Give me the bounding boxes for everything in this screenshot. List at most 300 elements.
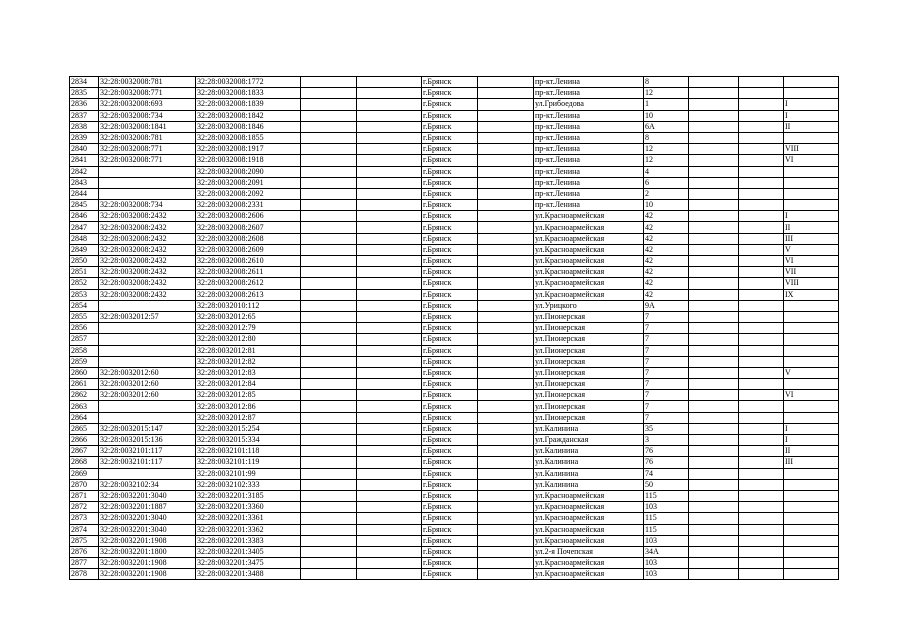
cell-c7 [478, 367, 534, 378]
cell-cad-parent: 32:28:0032008:2432 [99, 222, 196, 233]
registry-table [69, 76, 839, 580]
table-row [70, 267, 839, 278]
cell-cad-number: 32:28:0032008:1772 [196, 77, 301, 88]
cell-city: г.Брянск [422, 356, 478, 367]
cell-c7 [478, 323, 534, 334]
cell-c7 [478, 558, 534, 569]
cell-house: 6 [644, 177, 689, 188]
cell-room [784, 300, 839, 311]
cell-cad-number: 32:28:0032012:85 [196, 390, 301, 401]
cell-room: III [784, 457, 839, 468]
cell-cad-parent: 32:28:0032012:60 [99, 379, 196, 390]
cell-room: III [784, 233, 839, 244]
cell-no: 2834 [70, 77, 99, 88]
cell-cad-parent: 32:28:0032102:34 [99, 479, 196, 490]
cell-room: II [784, 121, 839, 132]
cell-c11 [739, 334, 784, 345]
cell-c10 [689, 289, 739, 300]
cell-c10 [689, 121, 739, 132]
cell-c11 [739, 356, 784, 367]
cell-c10 [689, 300, 739, 311]
cell-cad-number: 32:28:0032101:99 [196, 468, 301, 479]
cell-c5 [357, 166, 422, 177]
cell-c4 [301, 558, 357, 569]
cell-street: ул.Красноармейская [534, 490, 644, 501]
cell-c10 [689, 88, 739, 99]
cell-cad-number: 32:28:0032008:1855 [196, 132, 301, 143]
cell-c5 [357, 211, 422, 222]
cell-city: г.Брянск [422, 144, 478, 155]
cell-house: 7 [644, 345, 689, 356]
cell-city: г.Брянск [422, 278, 478, 289]
cell-c5 [357, 457, 422, 468]
cell-house: 7 [644, 356, 689, 367]
cell-c4 [301, 490, 357, 501]
cell-cad-parent: 32:28:0032008:734 [99, 200, 196, 211]
cell-street: ул.Пионерская [534, 367, 644, 378]
cell-room: I [784, 423, 839, 434]
cell-no: 2868 [70, 457, 99, 468]
cell-c4 [301, 256, 357, 267]
cell-cad-parent: 32:28:0032201:1908 [99, 558, 196, 569]
cell-cad-number: 32:28:0032008:2613 [196, 289, 301, 300]
cell-c4 [301, 356, 357, 367]
cell-cad-number: 32:28:0032015:254 [196, 423, 301, 434]
cell-c4 [301, 311, 357, 322]
cell-no: 2837 [70, 110, 99, 121]
cell-house: 7 [644, 401, 689, 412]
cell-house: 34А [644, 546, 689, 557]
cell-no: 2839 [70, 132, 99, 143]
cell-c10 [689, 390, 739, 401]
cell-city: г.Брянск [422, 334, 478, 345]
cell-no: 2869 [70, 468, 99, 479]
cell-no: 2874 [70, 524, 99, 535]
cell-c10 [689, 256, 739, 267]
cell-no: 2859 [70, 356, 99, 367]
cell-cad-parent [99, 188, 196, 199]
cell-cad-number: 32:28:0032201:3475 [196, 558, 301, 569]
cell-cad-number: 32:28:0032008:1839 [196, 99, 301, 110]
cell-c7 [478, 211, 534, 222]
cell-room [784, 558, 839, 569]
cell-c11 [739, 457, 784, 468]
cell-street: ул.Красноармейская [534, 233, 644, 244]
cell-cad-parent: 32:28:0032008:2432 [99, 256, 196, 267]
cell-no: 2838 [70, 121, 99, 132]
cell-c5 [357, 99, 422, 110]
cell-c10 [689, 200, 739, 211]
cell-c4 [301, 334, 357, 345]
cell-c11 [739, 412, 784, 423]
cell-c4 [301, 379, 357, 390]
cell-house: 42 [644, 233, 689, 244]
cell-cad-parent: 32:28:0032015:147 [99, 423, 196, 434]
cell-cad-parent [99, 334, 196, 345]
cell-city: г.Брянск [422, 502, 478, 513]
cell-c4 [301, 390, 357, 401]
cell-room: I [784, 110, 839, 121]
cell-city: г.Брянск [422, 88, 478, 99]
cell-street: ул.Красноармейская [534, 524, 644, 535]
cell-c11 [739, 546, 784, 557]
cell-room [784, 188, 839, 199]
cell-no: 2844 [70, 188, 99, 199]
cell-house: 12 [644, 88, 689, 99]
cell-house: 103 [644, 535, 689, 546]
cell-street: ул.Калинина [534, 457, 644, 468]
cell-c5 [357, 222, 422, 233]
cell-c11 [739, 77, 784, 88]
table-row [70, 121, 839, 132]
cell-city: г.Брянск [422, 468, 478, 479]
cell-house: 74 [644, 468, 689, 479]
cell-c7 [478, 166, 534, 177]
cell-cad-number: 32:28:0032012:80 [196, 334, 301, 345]
cell-c5 [357, 356, 422, 367]
cell-room [784, 546, 839, 557]
cell-c4 [301, 132, 357, 143]
cell-c10 [689, 446, 739, 457]
cell-c10 [689, 558, 739, 569]
table-row [70, 77, 839, 88]
cell-city: г.Брянск [422, 513, 478, 524]
cell-cad-parent: 32:28:0032008:2432 [99, 233, 196, 244]
cell-c11 [739, 401, 784, 412]
cell-c4 [301, 267, 357, 278]
cell-cad-parent: 32:28:0032012:57 [99, 311, 196, 322]
cell-cad-parent: 32:28:0032008:2432 [99, 244, 196, 255]
cell-cad-parent: 32:28:0032015:136 [99, 435, 196, 446]
cell-city: г.Брянск [422, 256, 478, 267]
cell-cad-parent [99, 356, 196, 367]
cell-cad-parent: 32:28:0032201:1908 [99, 535, 196, 546]
cell-cad-parent [99, 401, 196, 412]
cell-cad-number: 32:28:0032008:2609 [196, 244, 301, 255]
cell-house: 76 [644, 446, 689, 457]
cell-no: 2851 [70, 267, 99, 278]
table-row [70, 132, 839, 143]
cell-city: г.Брянск [422, 211, 478, 222]
cell-no: 2842 [70, 166, 99, 177]
table-row [70, 367, 839, 378]
cell-cad-number: 32:28:0032008:2608 [196, 233, 301, 244]
cell-c5 [357, 200, 422, 211]
cell-room [784, 524, 839, 535]
table-row [70, 99, 839, 110]
cell-house: 42 [644, 267, 689, 278]
cell-no: 2836 [70, 99, 99, 110]
cell-room [784, 468, 839, 479]
cell-c4 [301, 144, 357, 155]
cell-street: ул.Калинина [534, 423, 644, 434]
cell-c10 [689, 479, 739, 490]
cell-c7 [478, 188, 534, 199]
cell-street: пр-кт.Ленина [534, 121, 644, 132]
cell-c7 [478, 289, 534, 300]
cell-c11 [739, 88, 784, 99]
cell-cad-parent: 32:28:0032008:781 [99, 77, 196, 88]
cell-city: г.Брянск [422, 569, 478, 580]
cell-street: ул.Красноармейская [534, 535, 644, 546]
cell-c10 [689, 535, 739, 546]
cell-c7 [478, 423, 534, 434]
cell-c10 [689, 233, 739, 244]
cell-c11 [739, 524, 784, 535]
cell-c4 [301, 177, 357, 188]
table-row [70, 200, 839, 211]
cell-c10 [689, 110, 739, 121]
cell-house: 6А [644, 121, 689, 132]
cell-city: г.Брянск [422, 267, 478, 278]
cell-city: г.Брянск [422, 412, 478, 423]
cell-cad-parent: 32:28:0032201:3040 [99, 513, 196, 524]
cell-house: 7 [644, 323, 689, 334]
cell-cad-number: 32:28:0032015:334 [196, 435, 301, 446]
cell-c11 [739, 144, 784, 155]
cell-room [784, 323, 839, 334]
cell-cad-parent: 32:28:0032201:1908 [99, 569, 196, 580]
cell-c11 [739, 435, 784, 446]
table-row [70, 524, 839, 535]
cell-cad-number: 32:28:0032008:1917 [196, 144, 301, 155]
cell-street: пр-кт.Ленина [534, 88, 644, 99]
cell-c11 [739, 155, 784, 166]
cell-room: I [784, 435, 839, 446]
cell-c4 [301, 401, 357, 412]
cell-city: г.Брянск [422, 177, 478, 188]
table-row [70, 110, 839, 121]
cell-no: 2860 [70, 367, 99, 378]
cell-c7 [478, 300, 534, 311]
cell-c10 [689, 188, 739, 199]
cell-house: 42 [644, 211, 689, 222]
cell-street: ул.Пионерская [534, 323, 644, 334]
cell-room [784, 311, 839, 322]
cell-c10 [689, 132, 739, 143]
table-row [70, 244, 839, 255]
cell-c11 [739, 188, 784, 199]
cell-room [784, 535, 839, 546]
cell-cad-number: 32:28:0032008:2611 [196, 267, 301, 278]
cell-c5 [357, 345, 422, 356]
cell-c5 [357, 379, 422, 390]
cell-c7 [478, 535, 534, 546]
table-row [70, 468, 839, 479]
cell-street: ул.Красноармейская [534, 267, 644, 278]
cell-c11 [739, 289, 784, 300]
cell-street: ул.Гражданская [534, 435, 644, 446]
cell-street: ул.Пионерская [534, 379, 644, 390]
cell-cad-number: 32:28:0032101:119 [196, 457, 301, 468]
cell-house: 7 [644, 379, 689, 390]
cell-cad-number: 32:28:0032008:2610 [196, 256, 301, 267]
cell-city: г.Брянск [422, 323, 478, 334]
cell-c7 [478, 546, 534, 557]
cell-c10 [689, 177, 739, 188]
table-row [70, 513, 839, 524]
cell-c11 [739, 502, 784, 513]
cell-c11 [739, 99, 784, 110]
cell-room [784, 379, 839, 390]
cell-cad-number: 32:28:0032008:2612 [196, 278, 301, 289]
cell-c11 [739, 278, 784, 289]
cell-cad-parent: 32:28:0032008:771 [99, 88, 196, 99]
cell-city: г.Брянск [422, 490, 478, 501]
cell-c7 [478, 446, 534, 457]
cell-room [784, 412, 839, 423]
cell-city: г.Брянск [422, 166, 478, 177]
cell-c7 [478, 132, 534, 143]
table-row [70, 188, 839, 199]
cell-cad-parent: 32:28:0032008:2432 [99, 278, 196, 289]
cell-c11 [739, 256, 784, 267]
cell-c4 [301, 457, 357, 468]
cell-c4 [301, 323, 357, 334]
cell-street: пр-кт.Ленина [534, 200, 644, 211]
cell-c5 [357, 289, 422, 300]
cell-c5 [357, 244, 422, 255]
cell-cad-number: 32:28:0032102:333 [196, 479, 301, 490]
cell-cad-number: 32:28:0032201:3361 [196, 513, 301, 524]
cell-room [784, 166, 839, 177]
cell-no: 2863 [70, 401, 99, 412]
cell-street: ул.Урицкого [534, 300, 644, 311]
cell-c5 [357, 132, 422, 143]
cell-city: г.Брянск [422, 155, 478, 166]
cell-c10 [689, 222, 739, 233]
cell-c5 [357, 490, 422, 501]
cell-city: г.Брянск [422, 110, 478, 121]
cell-c4 [301, 435, 357, 446]
cell-cad-parent [99, 345, 196, 356]
cell-c11 [739, 490, 784, 501]
cell-c10 [689, 490, 739, 501]
cell-c11 [739, 345, 784, 356]
cell-house: 7 [644, 367, 689, 378]
cell-street: ул.Калинина [534, 468, 644, 479]
cell-city: г.Брянск [422, 200, 478, 211]
cell-c7 [478, 222, 534, 233]
table-row [70, 569, 839, 580]
cell-c7 [478, 311, 534, 322]
cell-city: г.Брянск [422, 345, 478, 356]
cell-c7 [478, 88, 534, 99]
cell-c10 [689, 412, 739, 423]
cell-c5 [357, 546, 422, 557]
cell-cad-number: 32:28:0032201:3405 [196, 546, 301, 557]
cell-cad-parent: 32:28:0032201:1887 [99, 502, 196, 513]
cell-city: г.Брянск [422, 244, 478, 255]
cell-room [784, 334, 839, 345]
cell-street: ул.Красноармейская [534, 569, 644, 580]
cell-c11 [739, 177, 784, 188]
cell-room: VIII [784, 278, 839, 289]
cell-c4 [301, 446, 357, 457]
cell-c10 [689, 77, 739, 88]
cell-room: VI [784, 155, 839, 166]
cell-c7 [478, 177, 534, 188]
cell-c10 [689, 468, 739, 479]
cell-c7 [478, 233, 534, 244]
cell-no: 2873 [70, 513, 99, 524]
cell-cad-parent: 32:28:0032101:117 [99, 457, 196, 468]
cell-c7 [478, 121, 534, 132]
cell-street: ул.Грибоедова [534, 99, 644, 110]
cell-c7 [478, 457, 534, 468]
cell-room [784, 479, 839, 490]
cell-no: 2867 [70, 446, 99, 457]
cell-c10 [689, 334, 739, 345]
cell-room: II [784, 446, 839, 457]
cell-house: 7 [644, 390, 689, 401]
cell-house: 12 [644, 144, 689, 155]
cell-house: 3 [644, 435, 689, 446]
cell-no: 2840 [70, 144, 99, 155]
cell-no: 2849 [70, 244, 99, 255]
cell-street: ул.Красноармейская [534, 289, 644, 300]
cell-city: г.Брянск [422, 289, 478, 300]
cell-cad-parent [99, 468, 196, 479]
cell-city: г.Брянск [422, 300, 478, 311]
cell-c5 [357, 267, 422, 278]
cell-c10 [689, 356, 739, 367]
cell-street: пр-кт.Ленина [534, 177, 644, 188]
cell-house: 42 [644, 289, 689, 300]
table-row [70, 502, 839, 513]
table-row [70, 379, 839, 390]
table-row [70, 289, 839, 300]
cell-c5 [357, 188, 422, 199]
cell-c4 [301, 166, 357, 177]
cell-c10 [689, 379, 739, 390]
cell-street: ул.Пионерская [534, 412, 644, 423]
cell-city: г.Брянск [422, 479, 478, 490]
cell-c5 [357, 524, 422, 535]
cell-city: г.Брянск [422, 446, 478, 457]
cell-c7 [478, 356, 534, 367]
cell-city: г.Брянск [422, 423, 478, 434]
cell-no: 2854 [70, 300, 99, 311]
cell-no: 2847 [70, 222, 99, 233]
table-row [70, 479, 839, 490]
cell-no: 2843 [70, 177, 99, 188]
cell-room: II [784, 222, 839, 233]
cell-c11 [739, 468, 784, 479]
cell-house: 4 [644, 166, 689, 177]
cell-c4 [301, 211, 357, 222]
cell-street: ул.Красноармейская [534, 256, 644, 267]
cell-room: I [784, 211, 839, 222]
cell-city: г.Брянск [422, 233, 478, 244]
cell-c4 [301, 188, 357, 199]
cell-c10 [689, 311, 739, 322]
cell-room [784, 200, 839, 211]
cell-c11 [739, 513, 784, 524]
cell-city: г.Брянск [422, 222, 478, 233]
cell-cad-number: 32:28:0032008:1846 [196, 121, 301, 132]
cell-city: г.Брянск [422, 379, 478, 390]
cell-house: 35 [644, 423, 689, 434]
cell-c11 [739, 311, 784, 322]
cell-city: г.Брянск [422, 390, 478, 401]
cell-no: 2871 [70, 490, 99, 501]
cell-city: г.Брянск [422, 524, 478, 535]
cell-street: ул.Пионерская [534, 334, 644, 345]
cell-c11 [739, 446, 784, 457]
cell-c10 [689, 99, 739, 110]
cell-c5 [357, 334, 422, 345]
